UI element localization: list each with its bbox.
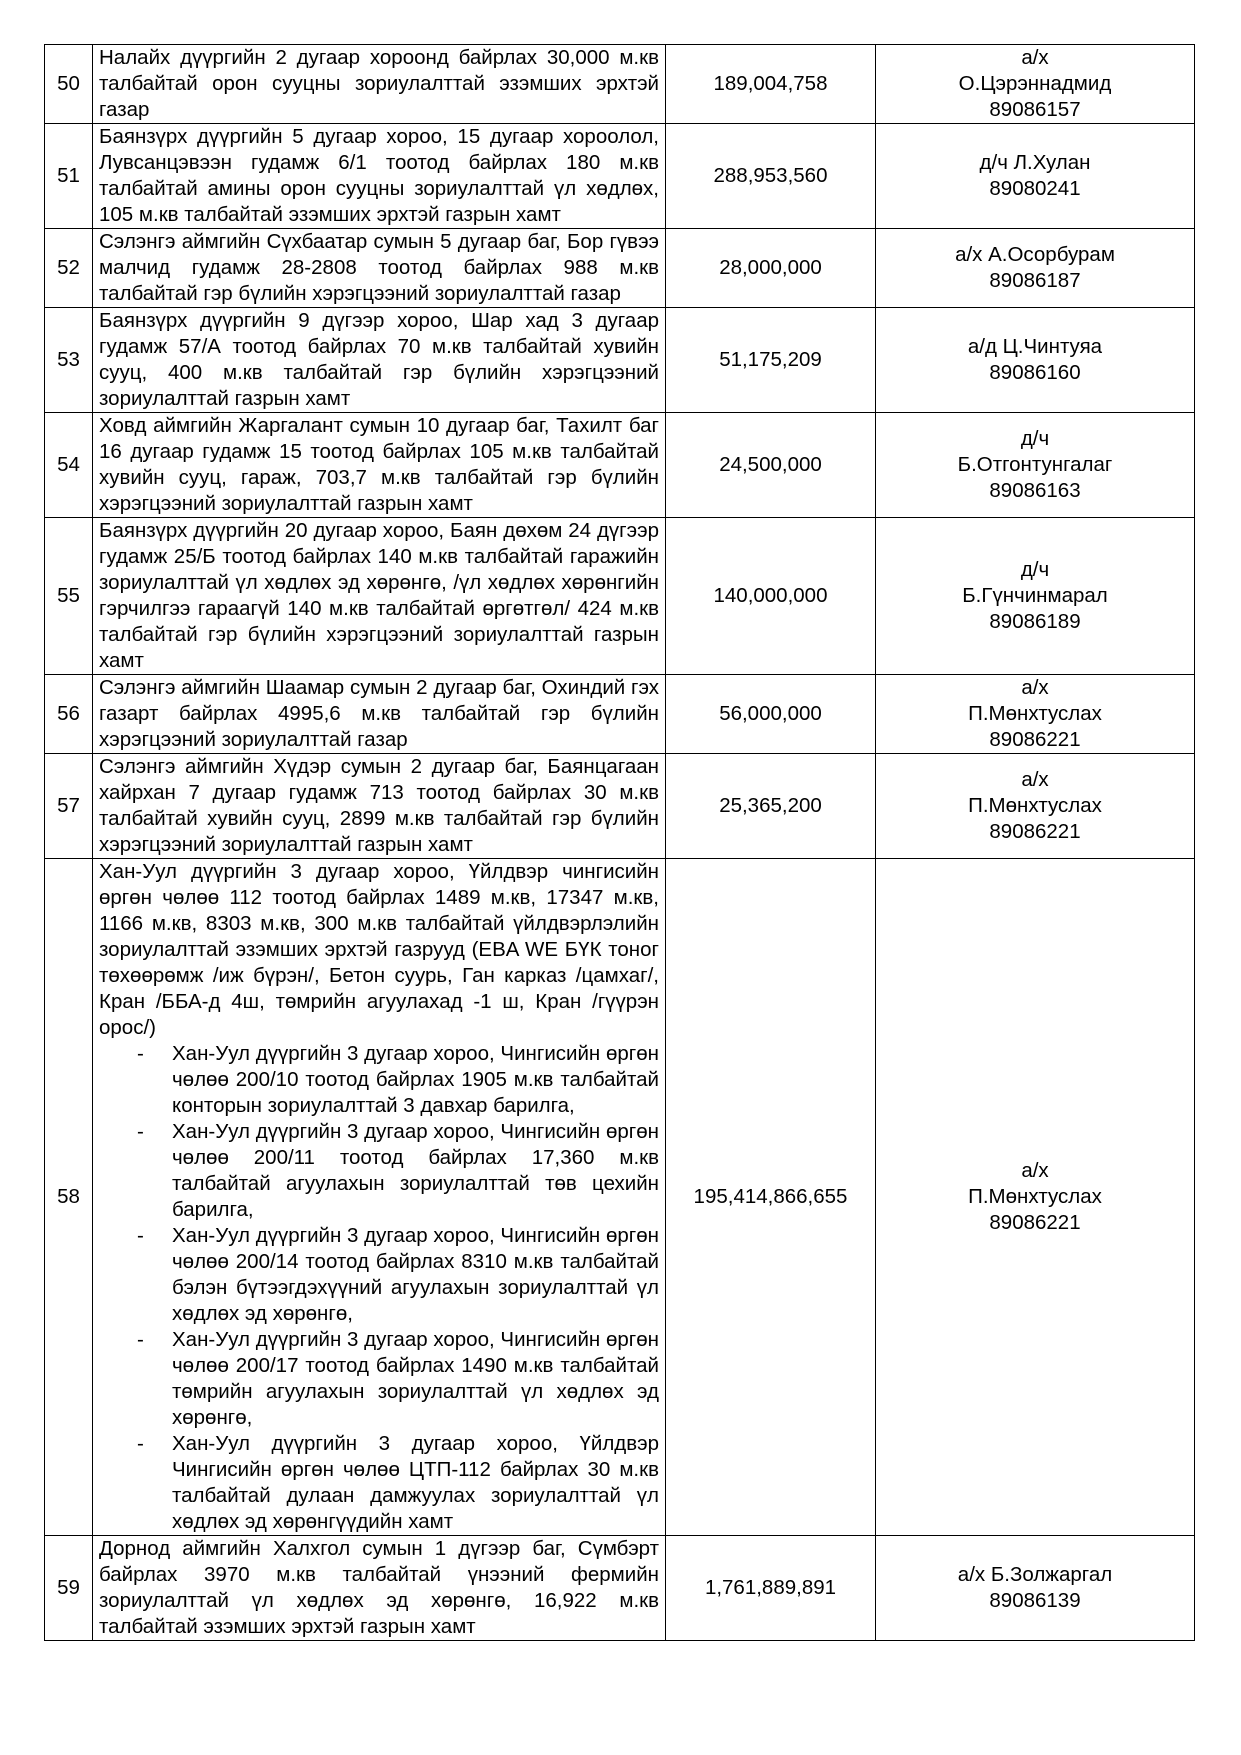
row-number: 52 (45, 229, 93, 308)
asset-price: 189,004,758 (666, 45, 876, 124)
table-row (45, 859, 1195, 1536)
contact-line: 89086221 (989, 1211, 1081, 1234)
row-number: 54 (45, 413, 93, 518)
asset-price: 140,000,000 (666, 518, 876, 675)
sub-item (99, 1223, 659, 1327)
contact-line: 89086157 (989, 98, 1081, 121)
list-marker: - (137, 1120, 144, 1143)
sub-item (99, 1431, 659, 1535)
asset-description-cell (93, 859, 666, 1536)
table-row (45, 308, 1195, 413)
table-row (45, 45, 1195, 124)
table-row (45, 229, 1195, 308)
row-number: 55 (45, 518, 93, 675)
list-marker: - (137, 1042, 144, 1065)
row-number: 53 (45, 308, 93, 413)
contact-line: 89086187 (989, 269, 1081, 292)
sub-item-text: Хан-Уул дүүргийн 3 дугаар хороо, Үйлдвэр Чингисийн өргөн чөлөө ЦТП-112 байрлах 30 м.кв талбайтай дулаан дамжуулах зориулалттай үл хөдлөх эд хөрөнгүүдийн хамт (172, 1432, 659, 1533)
row-number: 58 (45, 859, 93, 1536)
contact-cell (876, 754, 1195, 859)
contact-cell (876, 229, 1195, 308)
sub-item (99, 1119, 659, 1223)
asset-description: Дорнод аймгийн Халхгол сумын 1 дүгээр баг, Сүмбэрт байрлах 3970 м.кв талбайтай үнээний фермийн зориулалттай үл хөдлөх эд хөрөнгө, 16,922 м.кв талбайтай эзэмших эрхтэй газрын хамт (93, 1536, 666, 1641)
contact-line: а/х Б.Золжаргал (957, 1563, 1113, 1586)
row-number: 56 (45, 675, 93, 754)
sub-item (99, 1327, 659, 1431)
contact-line: 89080241 (989, 177, 1081, 200)
asset-price: 288,953,560 (666, 124, 876, 229)
sub-item-text: Хан-Уул дүүргийн 3 дугаар хороо, Чингисийн өргөн чөлөө 200/11 тоотод байрлах 17,360 м.кв талбайтай агуулахын зориулалттай төв цехийн барилга, (172, 1120, 659, 1221)
table-row (45, 754, 1195, 859)
list-marker: - (137, 1432, 144, 1455)
table-row (45, 518, 1195, 675)
sub-item-text: Хан-Уул дүүргийн 3 дугаар хороо, Чингисийн өргөн чөлөө 200/17 тоотод байрлах 1490 м.кв талбайтай төмрийн агуулахын зориулалттай үл хөдлөх эд хөрөнгө, (172, 1328, 659, 1429)
contact-cell (876, 413, 1195, 518)
contact-line: д/ч Л.Хулан (979, 151, 1091, 174)
asset-price: 56,000,000 (666, 675, 876, 754)
contact-line: а/х (1021, 768, 1049, 791)
list-marker: - (137, 1328, 144, 1351)
asset-description: Налайх дүүргийн 2 дугаар хороонд байрлах 30,000 м.кв талбайтай орон сууцны зориулалттай эзэмших эрхтэй газар (93, 45, 666, 124)
table-row (45, 413, 1195, 518)
contact-line: 89086189 (989, 610, 1081, 633)
table-row (45, 675, 1195, 754)
contact-cell (876, 308, 1195, 413)
contact-line: П.Мөнхтуслах (968, 702, 1102, 725)
asset-description: Сэлэнгэ аймгийн Хүдэр сумын 2 дугаар баг, Баянцагаан хайрхан 7 дугаар гудамж 713 тоотод байрлах 30 м.кв талбайтай хувийн сууц, 2899 м.кв талбайтай гэр бүлийн хэрэгцээний зориулалттай газрын хамт (93, 754, 666, 859)
contact-line: а/х (1021, 46, 1049, 69)
list-marker: - (137, 1224, 144, 1247)
table-row (45, 124, 1195, 229)
contact-line: а/д Ц.Чинтуяа (967, 335, 1103, 358)
sub-item-text: Хан-Уул дүүргийн 3 дугаар хороо, Чингисийн өргөн чөлөө 200/14 тоотод байрлах 8310 м.кв талбайтай бэлэн бүтээгдэхүүний агуулахын зориулалттай үл хөдлөх эд хөрөнгө, (172, 1224, 659, 1325)
sub-item (99, 1041, 659, 1119)
contact-line: П.Мөнхтуслах (968, 794, 1102, 817)
asset-description: Сэлэнгэ аймгийн Сүхбаатар сумын 5 дугаар баг, Бор гүвээ малчид гудамж 28-2808 тоотод байрлах 988 м.кв талбайтай гэр бүлийн хэрэгцээний зориулалттай газар (93, 229, 666, 308)
contact-cell (876, 518, 1195, 675)
contact-cell (876, 1536, 1195, 1641)
contact-line: 89086139 (989, 1589, 1081, 1612)
table-row (45, 1536, 1195, 1641)
contact-line: 89086221 (989, 820, 1081, 843)
asset-description: Баянзүрх дүүргийн 9 дүгээр хороо, Шар хад 3 дугаар гудамж 57/А тоотод байрлах 70 м.кв талбайтай хувийн сууц, 400 м.кв талбайтай гэр бүлийн хэрэгцээний зориулалттай газрын хамт (93, 308, 666, 413)
asset-price: 195,414,866,655 (666, 859, 876, 1536)
asset-table (44, 44, 1195, 1641)
contact-line: П.Мөнхтуслах (968, 1185, 1102, 1208)
contact-line: Б.Гүнчинмарал (962, 584, 1108, 607)
contact-line: а/х (1021, 1159, 1049, 1182)
contact-line: 89086160 (989, 361, 1081, 384)
contact-line: а/х А.Осорбурам (955, 243, 1115, 266)
asset-description: Сэлэнгэ аймгийн Шаамар сумын 2 дугаар баг, Охиндий гэх газарт байрлах 4995,6 м.кв талбайтай гэр бүлийн хэрэгцээний зориулалттай газар (93, 675, 666, 754)
asset-price: 24,500,000 (666, 413, 876, 518)
asset-price: 28,000,000 (666, 229, 876, 308)
asset-price: 1,761,889,891 (666, 1536, 876, 1641)
contact-cell (876, 675, 1195, 754)
asset-description: Хан-Уул дүүргийн 3 дугаар хороо, Үйлдвэр чингисийн өргөн чөлөө 112 тоотод байрлах 1489 м.кв, 17347 м.кв, 1166 м.кв, 8303 м.кв, 300 м.кв талбайтай үйлдвэрлэлийн зориулалттай эзэмших эрхтэй газрууд (EBA WE БҮК тоног төхөөрөмж /иж бүрэн/, Бетон суурь, Ган карказ /цамхаг/, Кран /ББА-д 4ш, төмрийн агуулахад -1 ш, Кран /гүүрэн орос/) (99, 860, 659, 1039)
contact-cell (876, 45, 1195, 124)
asset-description: Ховд аймгийн Жаргалант сумын 10 дугаар баг, Тахилт баг 16 дугаар гудамж 15 тоотод байрлах 105 м.кв талбайтай хувийн сууц, гараж, 703,7 м.кв талбайтай гэр бүлийн хэрэгцээний зориулалттай газрын хамт (93, 413, 666, 518)
row-number: 59 (45, 1536, 93, 1641)
contact-line: д/ч (1020, 427, 1050, 450)
contact-line: О.Цэрэннадмид (958, 72, 1112, 95)
row-number: 51 (45, 124, 93, 229)
contact-cell (876, 859, 1195, 1536)
contact-line: д/ч (1020, 558, 1050, 581)
row-number: 50 (45, 45, 93, 124)
contact-line: Б.Отгонтунгалаг (957, 453, 1113, 476)
asset-price: 25,365,200 (666, 754, 876, 859)
asset-description: Баянзүрх дүүргийн 20 дугаар хороо, Баян дөхөм 24 дүгээр гудамж 25/Б тоотод байрлах 140 м.кв талбайтай гаражийн зориулалттай үл хөдлөх эд хөрөнгө, /үл хөдлөх хөрөнгийн гэрчилгээ гараагүй 140 м.кв талбайтай өргөтгөл/ 424 м.кв талбайтай гэр бүлийн хэрэгцээний зориулалттай газрын хамт (93, 518, 666, 675)
contact-line: 89086163 (989, 479, 1081, 502)
sub-item-list (99, 1041, 659, 1535)
contact-line: 89086221 (989, 728, 1081, 751)
row-number: 57 (45, 754, 93, 859)
sub-item-text: Хан-Уул дүүргийн 3 дугаар хороо, Чингисийн өргөн чөлөө 200/10 тоотод байрлах 1905 м.кв талбайтай конторын зориулалттай 3 давхар барилга, (172, 1042, 659, 1117)
asset-price: 51,175,209 (666, 308, 876, 413)
asset-description: Баянзүрх дүүргийн 5 дугаар хороо, 15 дугаар хороолол, Лувсанцэвээн гудамж 6/1 тоотод байрлах 180 м.кв талбайтай амины орон сууцны зориулалттай үл хөдлөх, 105 м.кв талбайтай эзэмших эрхтэй газрын хамт (93, 124, 666, 229)
contact-cell (876, 124, 1195, 229)
contact-line: а/х (1021, 676, 1049, 699)
